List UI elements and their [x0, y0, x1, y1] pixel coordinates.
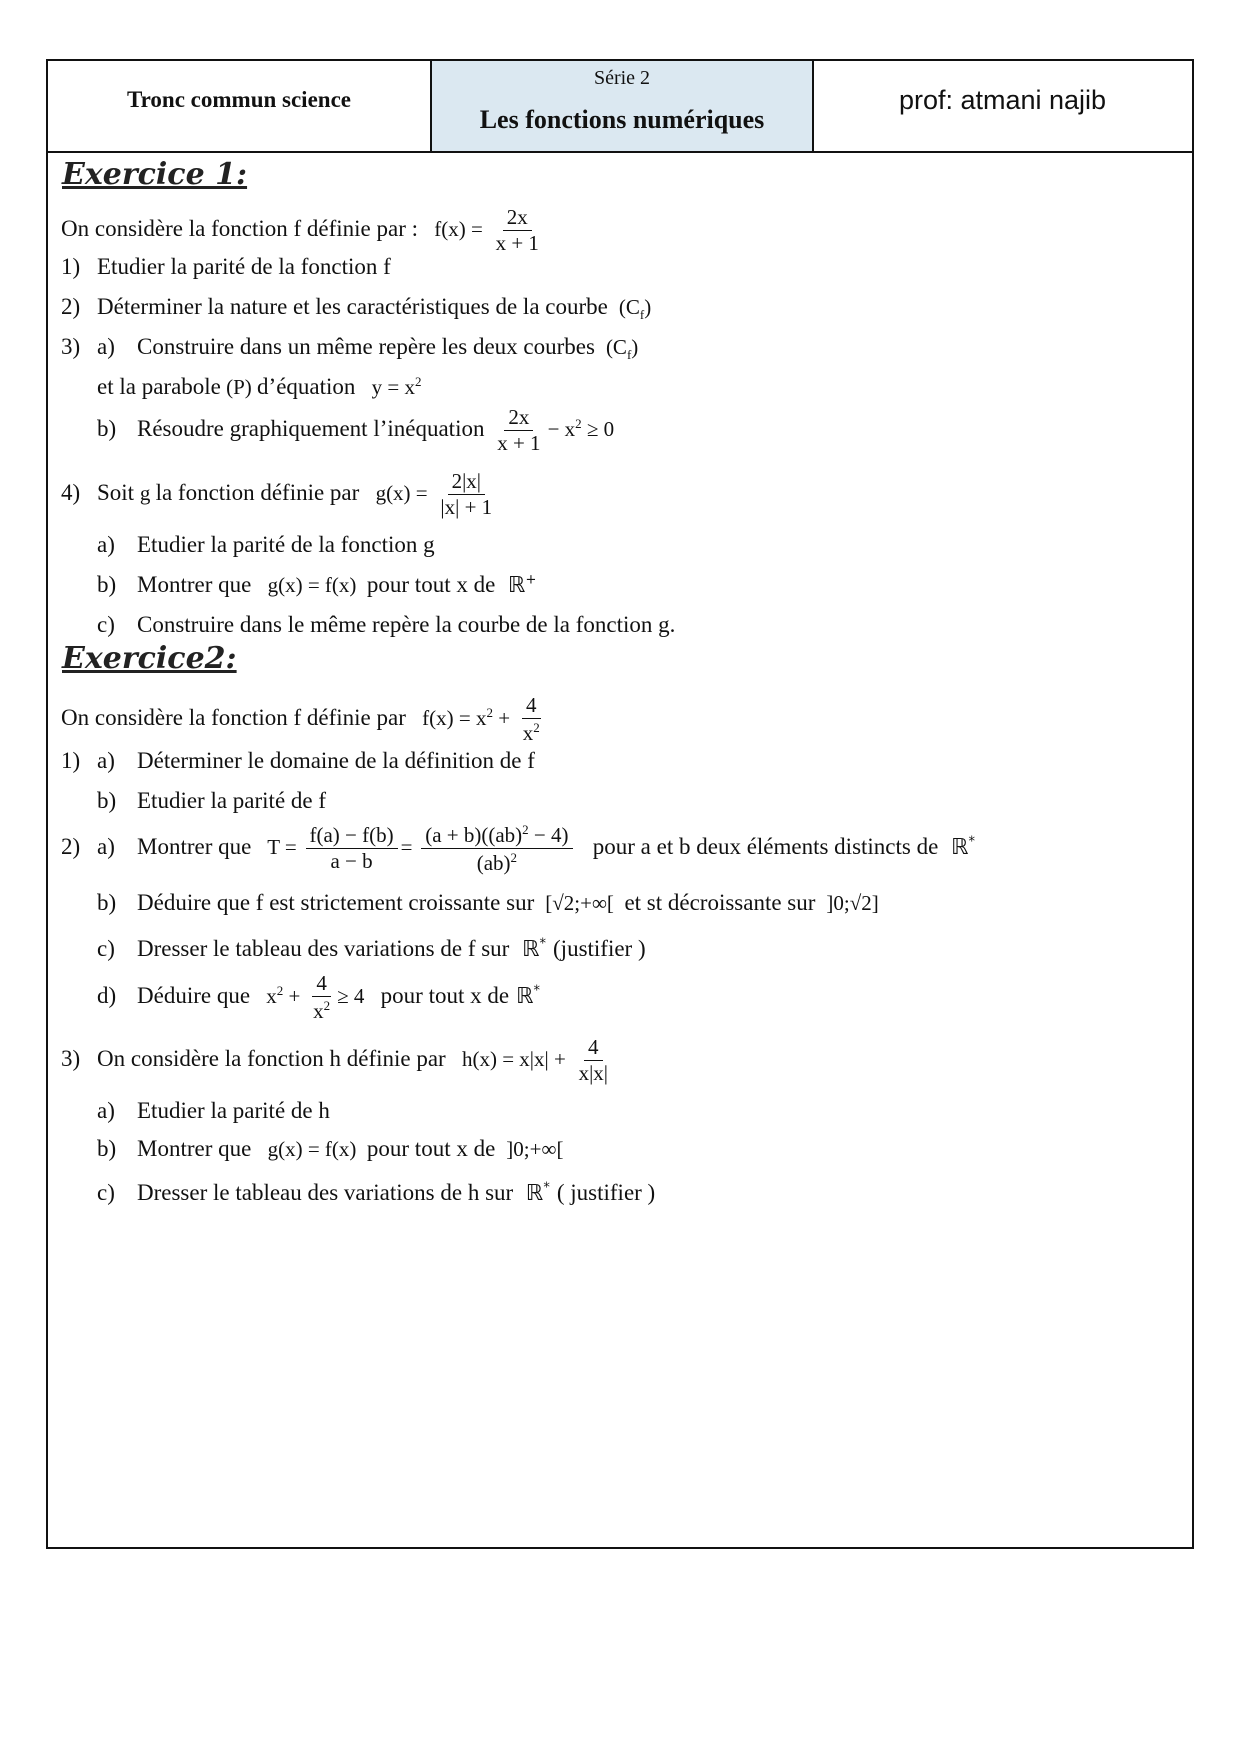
ex1-q3a: 3) a) Construire dans un même repère les deux courbes $(C_f)$ [61, 334, 639, 363]
ex2-q3c: c) Dresser le tableau des variations de h sur ℝ* ( justifier ) [97, 1180, 656, 1206]
ex1-q3a-cont: et la parabole (P) d’équation $y = x^2$ [97, 374, 422, 399]
serie-label: Série 2 [593, 67, 651, 89]
ex1-q3b: b) Résoudre graphiquement l’inéquation $\frac{2x}{x + 1}$ − $x^2 \ge 0$ [97, 405, 615, 455]
ex2-q3b: b) Montrer que g(x) = f(x) pour tout x de ]0;+∞[ [97, 1136, 564, 1161]
ex2-q3: 3) On considère la fonction h définie par h(x) = x|x| + $\frac{4}{x|x|}$ [61, 1035, 608, 1085]
prof-label: prof: atmani najib [898, 85, 1107, 115]
ex2-q2c: c) Dresser le tableau des variations de f sur ℝ* (justifier ) [97, 936, 646, 962]
ex1-q4c: c) Construire dans le même repère la courbe de la fonction g. [97, 612, 676, 637]
ex1-q2: 2) Déterminer la nature et les caractéristiques de la courbe $(C_f)$ [61, 294, 652, 323]
ex1-q1: 1) Etudier la parité de la fonction f [61, 254, 391, 279]
ex2-q1b: b) Etudier la parité de f [97, 788, 327, 813]
page-title: Les fonctions numériques [479, 105, 765, 134]
header-prof-cell [814, 61, 1191, 151]
exercise-2-title: Exercice2: [62, 641, 237, 676]
ex2-intro: On considère la fonction f définie par $f(x) = x^2$ + $\frac{4}{x^2}$ [61, 693, 540, 745]
exercise-1-title: Exercice 1: [62, 157, 248, 192]
ex2-q1a: 1) a) Déterminer le domaine de la définition de f [61, 748, 535, 773]
worksheet-frame [46, 59, 1194, 1549]
header-title-cell [432, 61, 814, 151]
ex2-q2a: 2) a) Montrer que T = $\frac{f(a) - f(b)}{a - b}$ = $\frac{(a + b)((ab)^2 - 4)}{(ab)^2}$ pour a et b deux éléments distincts de ℝ* [61, 822, 975, 875]
header [48, 61, 1192, 153]
ex1-intro: On considère la fonction f définie par : f(x) = $\frac{2x}{x + 1}$ [61, 205, 539, 255]
ex1-q4: 4) Soit g la fonction définie par g(x) = $\frac{2|x|}{|x| + 1}$ [61, 469, 493, 519]
ex2-q2d: d) Déduire que $x^2$ + $\frac{4}{x^2}$ ≥ 4 pour tout x de ℝ* [97, 971, 540, 1023]
course-label: Tronc commun science [126, 87, 351, 112]
ex1-q4a: a) Etudier la parité de la fonction g [97, 532, 435, 557]
ex1-q4b: b) Montrer que g(x) = f(x) pour tout x de ℝ+ [97, 572, 537, 598]
ex2-q2b: b) Déduire que f est strictement croissante sur [√2;+∞[ et st décroissante sur ]0;√2] [97, 890, 879, 915]
ex2-q3a: a) Etudier la parité de h [97, 1098, 330, 1123]
header-course-cell [48, 61, 432, 151]
